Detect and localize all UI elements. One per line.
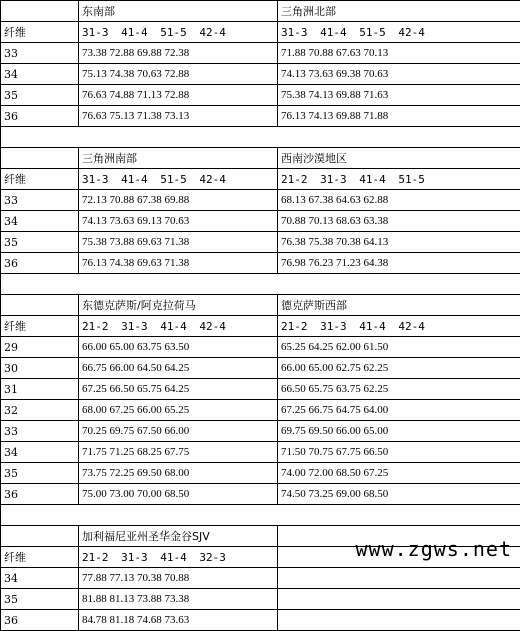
region-name: 三角洲北部 (278, 1, 520, 22)
price-values: 71.88 70.88 67.63 70.13 (278, 43, 520, 64)
staple-length: 35 (1, 589, 79, 610)
price-values: 73.75 72.25 69.50 68.00 (79, 463, 278, 484)
fiber-label: 纤维 (1, 547, 79, 568)
grade-codes: 21-2 31-3 41-4 51-5 (278, 169, 520, 190)
grade-codes: 21-2 31-3 41-4 42-4 (278, 316, 520, 337)
table-row (1, 337, 520, 358)
table-row (1, 568, 520, 589)
region-name: 加利福尼亚州圣华金谷SJV (79, 526, 278, 547)
staple-length: 36 (1, 484, 79, 505)
grade-header-row (1, 22, 520, 43)
region-header-row (1, 1, 520, 22)
spacer-cell (1, 505, 520, 526)
table-row (1, 253, 520, 274)
spacer-cell (1, 127, 520, 148)
price-values: 66.75 66.00 64.50 64.25 (79, 358, 278, 379)
price-values: 69.75 69.50 66.00 65.00 (278, 421, 520, 442)
region-name: 三角洲南部 (79, 148, 278, 169)
corner-cell (1, 148, 79, 169)
empty-cell (278, 589, 520, 610)
price-values: 67.25 66.50 65.75 64.25 (79, 379, 278, 400)
table-row (1, 211, 520, 232)
staple-length: 33 (1, 190, 79, 211)
table-row (1, 484, 520, 505)
price-values: 76.63 74.88 71.13 72.88 (79, 85, 278, 106)
staple-length: 34 (1, 568, 79, 589)
staple-length: 36 (1, 253, 79, 274)
table-row (1, 85, 520, 106)
region-name: 东德克萨斯/阿克拉荷马 (79, 295, 278, 316)
region-name: 西南沙漠地区 (278, 148, 520, 169)
table-row (1, 589, 520, 610)
spacer-row (1, 127, 520, 148)
price-values: 77.88 77.13 70.38 70.88 (79, 568, 278, 589)
grade-codes: 21-2 31-3 41-4 42-4 (79, 316, 278, 337)
grade-header-row (1, 316, 520, 337)
price-values: 72.13 70.88 67.38 69.88 (79, 190, 278, 211)
region-name: 东南部 (79, 1, 278, 22)
price-values: 70.88 70.13 68.63 63.38 (278, 211, 520, 232)
price-values: 76.63 75.13 71.38 73.13 (79, 106, 278, 127)
region-header-row (1, 148, 520, 169)
table-row (1, 421, 520, 442)
price-values: 76.13 74.38 69.63 71.38 (79, 253, 278, 274)
staple-length: 33 (1, 421, 79, 442)
table-row (1, 379, 520, 400)
region-name: 德克萨斯西部 (278, 295, 520, 316)
grade-codes: 31-3 41-4 51-5 42-4 (79, 22, 278, 43)
grade-codes: 21-2 31-3 41-4 32-3 (79, 547, 278, 568)
staple-length: 34 (1, 64, 79, 85)
table-row (1, 358, 520, 379)
region-header-row (1, 295, 520, 316)
price-values: 67.25 66.75 64.75 64.00 (278, 400, 520, 421)
price-values: 75.13 74.38 70.63 72.88 (79, 64, 278, 85)
price-values: 66.50 65.75 63.75 62.25 (278, 379, 520, 400)
price-values: 74.13 73.63 69.13 70.63 (79, 211, 278, 232)
spacer-row (1, 505, 520, 526)
price-values: 81.88 81.13 73.88 73.38 (79, 589, 278, 610)
staple-length: 30 (1, 358, 79, 379)
staple-length: 34 (1, 211, 79, 232)
table-row (1, 43, 520, 64)
spacer-row (1, 274, 520, 295)
empty-cell (278, 610, 520, 631)
corner-cell (1, 526, 79, 547)
fiber-label: 纤维 (1, 316, 79, 337)
empty-cell (278, 568, 520, 589)
staple-length: 35 (1, 85, 79, 106)
table-row (1, 190, 520, 211)
price-values: 75.00 73.00 70.00 68.50 (79, 484, 278, 505)
table-row (1, 442, 520, 463)
price-values: 70.25 69.75 67.50 66.00 (79, 421, 278, 442)
staple-length: 29 (1, 337, 79, 358)
price-values: 71.75 71.25 68.25 67.75 (79, 442, 278, 463)
staple-length: 36 (1, 106, 79, 127)
watermark: www.zgws.net (356, 537, 513, 561)
table-row (1, 463, 520, 484)
staple-length: 36 (1, 610, 79, 631)
staple-length: 33 (1, 43, 79, 64)
price-values: 73.38 72.88 69.88 72.38 (79, 43, 278, 64)
price-values: 74.00 72.00 68.50 67.25 (278, 463, 520, 484)
price-values: 66.00 65.00 63.75 63.50 (79, 337, 278, 358)
table-row (1, 610, 520, 631)
corner-cell (1, 295, 79, 316)
table-row (1, 64, 520, 85)
price-values: 75.38 73.88 69.63 71.38 (79, 232, 278, 253)
staple-length: 34 (1, 442, 79, 463)
price-values: 68.00 67.25 66.00 65.25 (79, 400, 278, 421)
price-values: 75.38 74.13 69.88 71.63 (278, 85, 520, 106)
table-row (1, 400, 520, 421)
fiber-label: 纤维 (1, 169, 79, 190)
price-values: 66.00 65.00 62.75 62.25 (278, 358, 520, 379)
price-values: 71.50 70.75 67.75 66.50 (278, 442, 520, 463)
staple-length: 35 (1, 463, 79, 484)
price-values: 65.25 64.25 62.00 61.50 (278, 337, 520, 358)
price-values: 76.98 76.23 71.23 64.38 (278, 253, 520, 274)
staple-length: 35 (1, 232, 79, 253)
price-values: 68.13 67.38 64.63 62.88 (278, 190, 520, 211)
corner-cell (1, 1, 79, 22)
price-values: 84.78 81.18 74.68 73.63 (79, 610, 278, 631)
price-values: 76.13 74.13 69.88 71.88 (278, 106, 520, 127)
spacer-cell (1, 274, 520, 295)
price-values: 74.13 73.63 69.38 70.63 (278, 64, 520, 85)
grade-codes: 31-3 41-4 51-5 42-4 (278, 22, 520, 43)
table-row (1, 106, 520, 127)
staple-length: 31 (1, 379, 79, 400)
price-values: 76.38 75.38 70.38 64.13 (278, 232, 520, 253)
grade-codes: 31-3 41-4 51-5 42-4 (79, 169, 278, 190)
table-row (1, 232, 520, 253)
staple-length: 32 (1, 400, 79, 421)
grade-header-row (1, 169, 520, 190)
fiber-label: 纤维 (1, 22, 79, 43)
price-values: 74.50 73.25 69.00 68.50 (278, 484, 520, 505)
